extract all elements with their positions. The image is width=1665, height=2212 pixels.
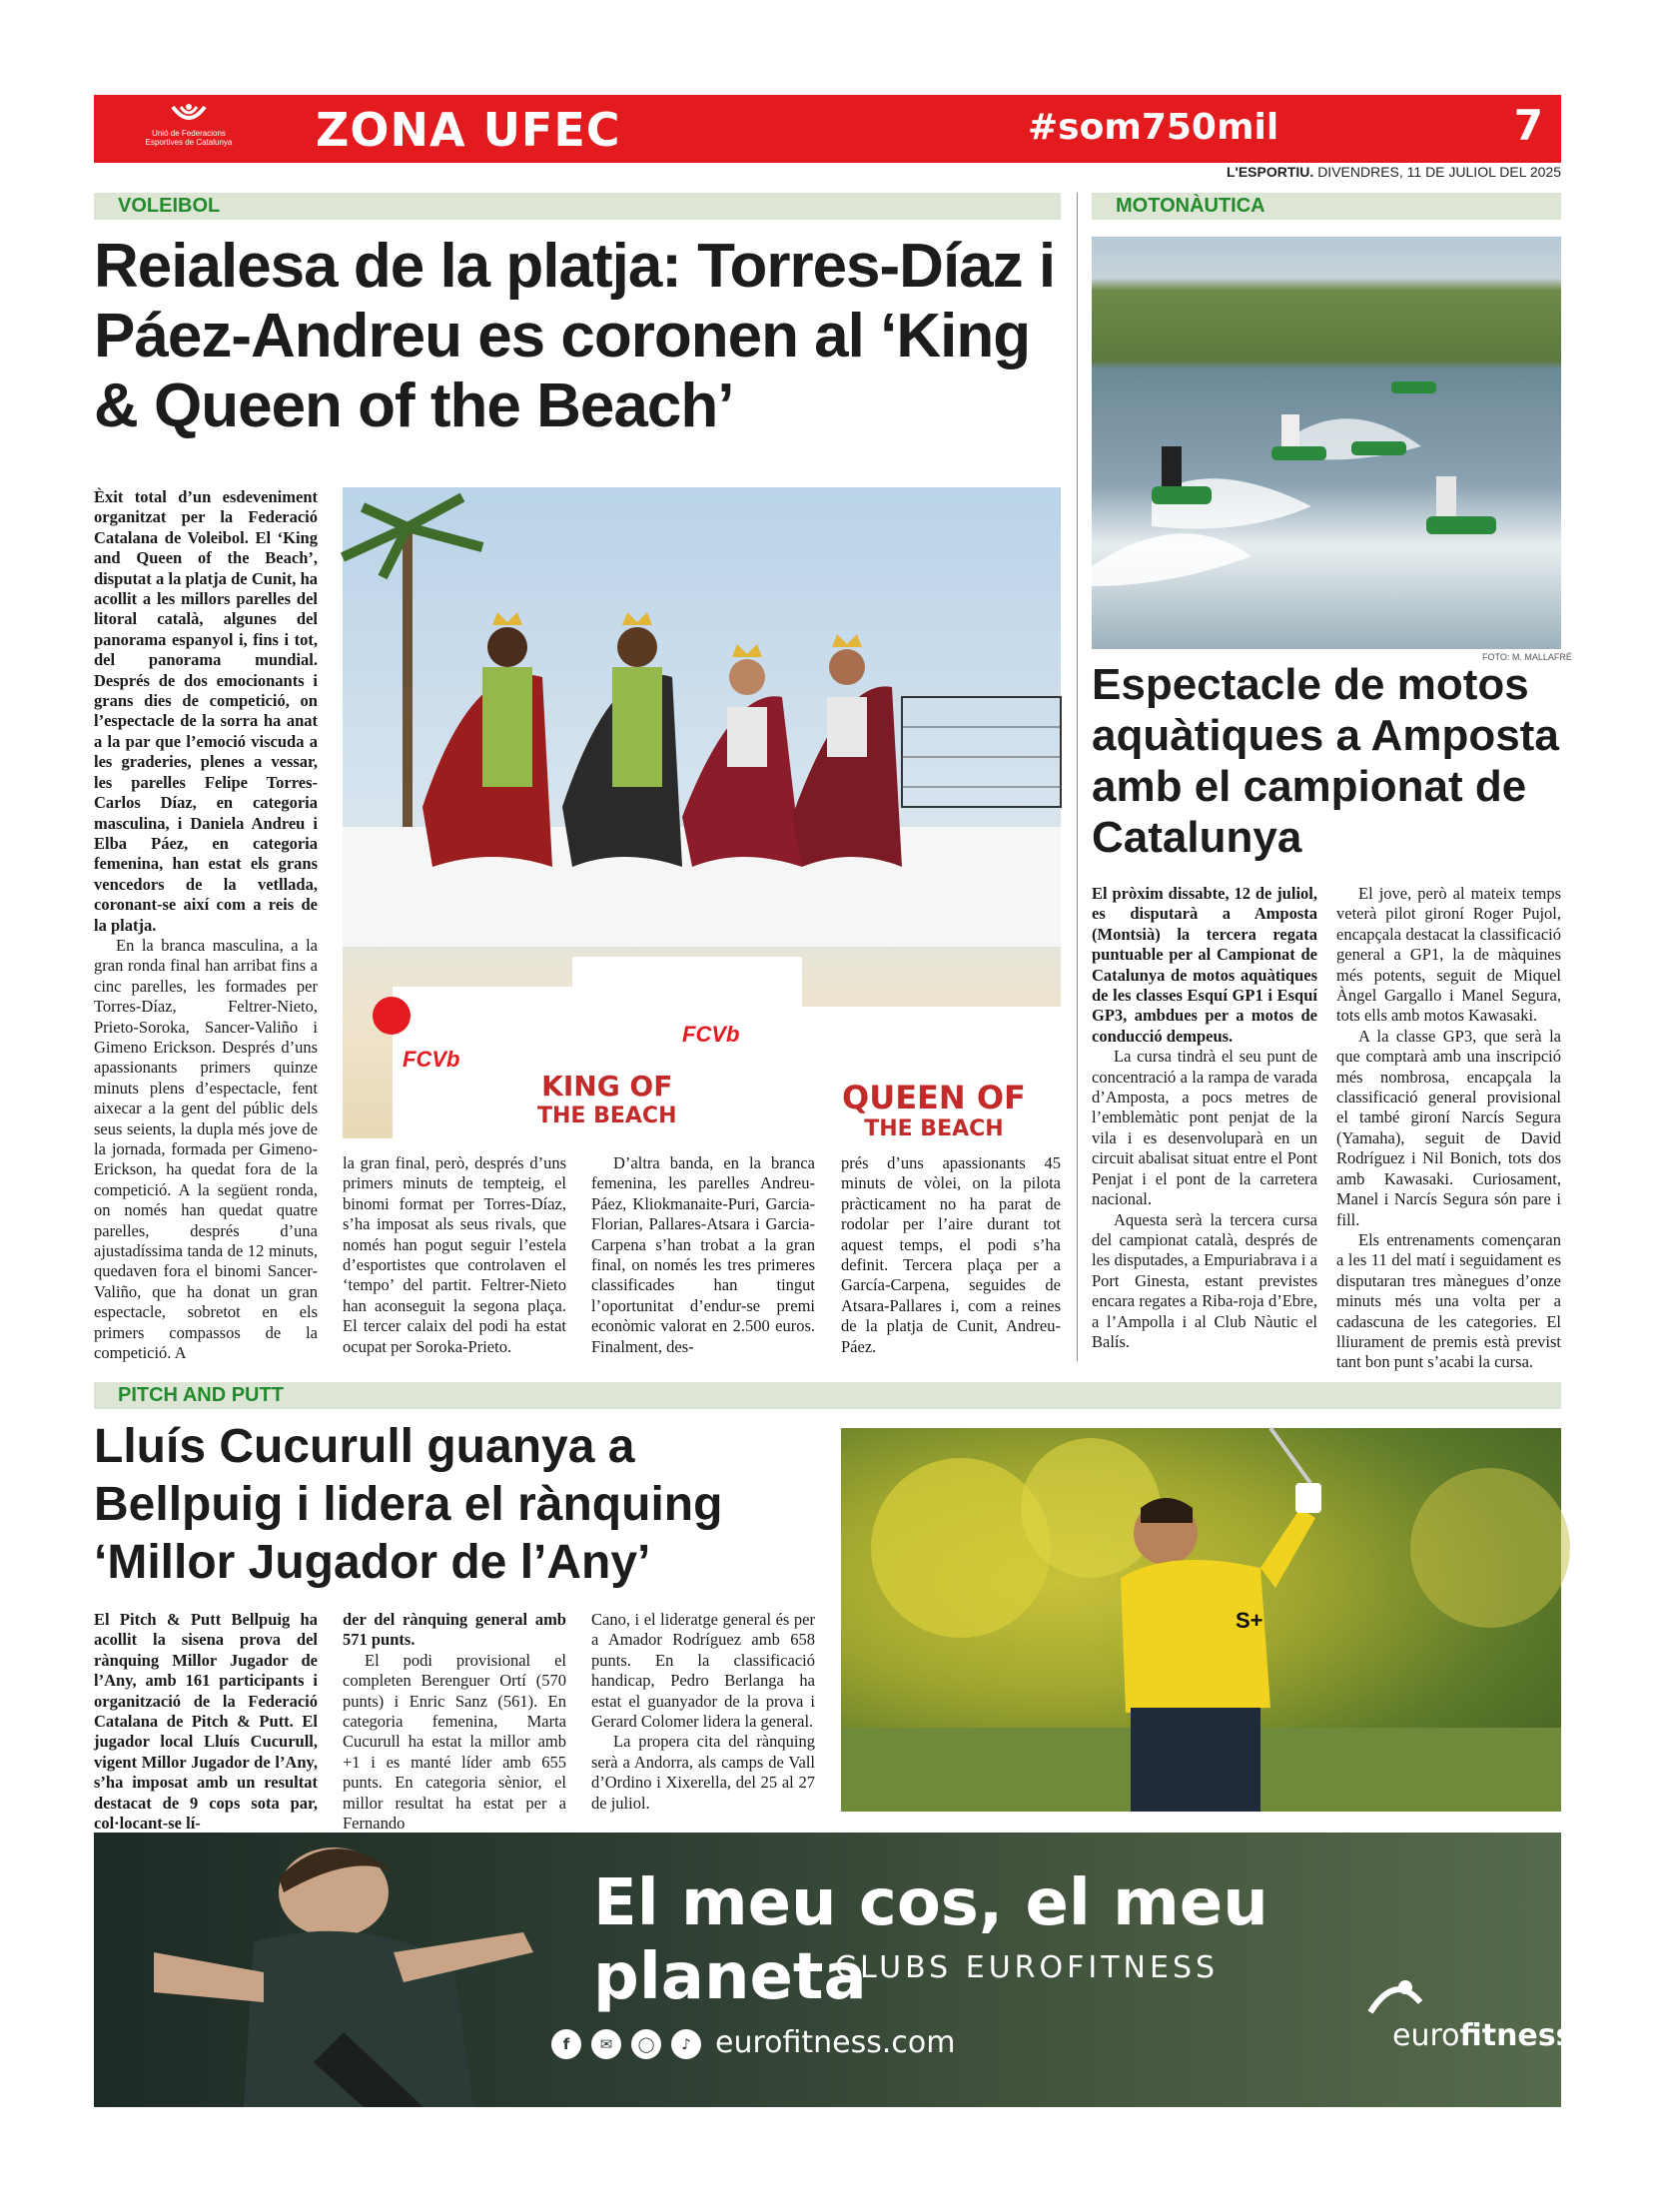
pitch-body-1: El podi provisional el completen Berenguer Ortí (570 punts) i Enric Sanz (561). En categoria femenina, Marta Cucurull ha estat la millor amb +1 i es manté líder amb 655 punts. En categoria sènior, el millor resultat ha estat per a Fernando — [343, 1650, 566, 1834]
photo-logo-left: FCVb — [403, 1047, 460, 1072]
photo-credit: FOTO: M. MALLAFRÉ — [1482, 652, 1572, 662]
voleibol-column-2 — [343, 1153, 566, 1357]
motonautica-lead: El pròxim dissabte, 12 de juliol, es disputarà a Amposta (Montsià) la tercera regata puntuable per al Campionat de Catalunya de motos aquàtiques de les classes Esquí GP1 i Esquí GP3, ambdues per a motos de conducció dempeus. — [1092, 884, 1317, 1046]
ufec-emblem-icon — [169, 103, 209, 129]
motonautica-body-1: La cursa tindrà el seu punt de concentració a la rampa de varada d’Amposta, a pocs metres de l’emblemàtic pont penjat de la vila i es desenvoluparà en un circuit abalisat situat entre el Pont Penjat i el pont de la carretera nacional. — [1092, 1047, 1317, 1209]
motonautica-body-5: Els entrenaments començaran a les 11 del matí i seguidament es disputaran tres mànegues d’onze minuts més una volta per a cadascuna de les categories. El lliurament de premis està previst tant bon punt s’acabi la cursa. — [1336, 1229, 1561, 1372]
ad-brand-logo — [1392, 2018, 1574, 2053]
voleibol-lead: Èxit total d’un esdeveniment organitzat per la Federació Catalana de Voleibol. El ‘King and Queen of the Beach’, disputat a la platja de Cunit, ha acollit a les millors parelles del litoral català, algunes del panorama espanyol i, fins i tot, del panorama mundial. Després de dos emocionants i grans dies de competició, on l’espectacle de la sorra ha anat a la par que l’emoció viscuda a les graderies, plenes a vessar, les parelles Felipe Torres-Carlos Díaz, en categoria masculina, i Daniela Andreu i Elba Páez, en categoria femenina, han estat els grans vencedors de la vetllada, coronant-se així com a reis de la platja. — [94, 487, 318, 935]
section-label-motonautica: MOTONÀUTICA — [1092, 193, 1561, 220]
voleibol-body-3: D’altra banda, en la branca femenina, les parelles Andreu-Páez, Kliokmanaite-Puri, Garcia-Florian, Pallares-Atsara i Garcia-Carpena s’han trobat a la gran final, on només les tres primeres classificades han tingut l’oportunitat d’endur-se premi econòmic valorat en 2.500 euros. Finalment, des- — [591, 1153, 815, 1356]
pitch-column-2 — [343, 1610, 566, 1834]
voleibol-body-4: prés d’uns apassionants 45 minuts de vòlei, on la pilota pràcticament no ha parat de rodolar per l’aire durant tot aquest temps, el podi s’ha definit. Tercera plaça per a García-Carpena, seguides de Atsara-Pallares i, com a reines de la platja de Cunit, Andreu-Páez. — [841, 1153, 1061, 1356]
pitch-body-3: La propera cita del rànquing serà a Andorra, als camps de Vall d’Ordino i Xixerella, del 25 al 27 de juliol. — [591, 1732, 815, 1813]
banner-queen-line-2: THE BEACH — [864, 1116, 1004, 1141]
fcvb-badge-left — [373, 997, 411, 1035]
banner-queen — [842, 1079, 1026, 1145]
voleibol-headline: Reialesa de la platja: Torres-Díaz i Páez-Andreu es coronen al ‘King & Queen of the Beach’ — [94, 232, 1056, 440]
jetski-race-illustration — [1092, 237, 1561, 649]
tiktok-icon[interactable]: ♪ — [671, 2029, 701, 2059]
publication-name: L'ESPORTIU. — [1226, 164, 1314, 180]
motonautica-column-1 — [1092, 884, 1317, 1352]
brand-prefix: euro — [1392, 2018, 1460, 2053]
golfer-illustration — [841, 1428, 1561, 1812]
column-divider — [1077, 193, 1078, 1361]
voleibol-photo — [343, 487, 1061, 1141]
motonautica-photo — [1092, 237, 1561, 649]
pitch-photo — [841, 1428, 1561, 1812]
banner-king-line-2: THE BEACH — [537, 1104, 677, 1128]
section-title: ZONA UFEC — [316, 103, 621, 157]
section-label-pitch: PITCH AND PUTT — [94, 1382, 1561, 1409]
logo-line-2: Esportives de Catalunya — [145, 138, 233, 147]
page-number: 7 — [1513, 101, 1543, 150]
section-label-voleibol: VOLEIBOL — [94, 193, 1061, 220]
brand-suffix: fitness — [1459, 2018, 1574, 2053]
svg-text:S+: S+ — [1236, 1608, 1263, 1633]
motonautica-body-2: Aquesta serà la tercera cursa del campionat català, després de les disputades, a Empuriabrava i a Port Ginesta, estant previstes encara regates a Riba-roja d’Ebre, a l’Ampolla i al Club Nàutic el Balís. — [1092, 1209, 1317, 1351]
instagram-icon[interactable]: ◯ — [631, 2029, 661, 2059]
dateline — [1227, 164, 1561, 180]
voleibol-body-1: En la branca masculina, a la gran ronda final han arribat fins a cinc parelles, les formades per Torres-Díaz, Feltrer-Nieto, Prieto-Soroka, Sancer-Valiño i Gimeno Erickson. Després d’uns apassionants primers quinze minuts plens d’espectacle, fent aixecar a la gent del públic dels seus seients, la dupla més jove de la jornada, formada per Gimeno-Erickson, ha quedat fora de la competició. A la següent ronda, on només han quedat quatre parelles, després d’una ajustadíssima tanda de 12 minuts, quedaven fora el binomi Sancer-Valiño, que ha donat un gran espectacle, sobretot en els primers compassos de la competició. A — [94, 935, 318, 1363]
motonautica-column-2 — [1336, 884, 1561, 1373]
banner-king — [537, 1072, 677, 1131]
banner-king-line-1: KING OF — [541, 1070, 673, 1103]
logo-line-1: Unió de Federacions — [152, 129, 226, 138]
message-icon[interactable]: ✉ — [591, 2029, 621, 2059]
voleibol-body-2: la gran final, però, després d’uns primers minuts de tempteig, el binomi format per Torres-Díaz, s’ha imposat als seus rivals, que només han pogut seguir l’estela d’esportistes que controlaven el ‘tempo’ del partit. Feltrer-Nieto han aconseguit la segona plaça. El tercer calaix del podi ha estat ocupat per Soroka-Prieto. — [343, 1153, 566, 1356]
hashtag: #som750mil — [1028, 107, 1279, 148]
publication-date: DIVENDRES, 11 DE JULIOL DEL 2025 — [1317, 164, 1561, 180]
motonautica-body-4: A la classe GP3, que serà la que comptarà amb una inscripció més nombrosa, encapçala la classificació general provisional el també gironí Narcís Segura (Yamaha), seguit de David Rodríguez i Nil Bonich, tots dos amb Kawasaki. Curiosament, Manel i Narcís Segura són pare i fill. — [1336, 1026, 1561, 1229]
voleibol-column-1 — [94, 487, 318, 1363]
ufec-logo — [124, 103, 254, 155]
banner-queen-line-1: QUEEN OF — [842, 1079, 1026, 1116]
eurofitness-ad[interactable] — [94, 1833, 1574, 2107]
pitch-body-2: Cano, i el lideratge general és per a Amador Rodríguez amb 658 punts. En la classificació handicap, Pedro Berlanga ha estat el guanyador de la prova i Gerard Colomer lidera la general. — [591, 1610, 815, 1732]
voleibol-column-3 — [591, 1153, 815, 1357]
ad-url-link[interactable]: eurofitness.com — [715, 2025, 956, 2060]
ad-headline: El meu cos, el meu planeta — [593, 1866, 1268, 2014]
facebook-icon[interactable]: f — [551, 2029, 581, 2059]
pitch-lead: El Pitch & Putt Bellpuig ha acollit la sisena prova del rànquing Millor Jugador de l’Any, amb 161 participants i organització de la Federació Catalana de Pitch & Putt. El jugador local Lluís Cucurull, vigent Millor Jugador de l’Any, s’ha imposat amb un resultat destacat de 9 cops sota par, col·locant-se lí- — [94, 1610, 318, 1834]
motonautica-headline: Espectacle de motos aquàtiques a Amposta amb el campionat de Catalunya — [1092, 660, 1559, 862]
pitch-lead-2: der del rànquing general amb 571 punts. — [343, 1610, 566, 1650]
motonautica-body-3: El jove, però al mateix temps veterà pilot gironí Roger Pujol, encapçala destacat la classificació general a GP1, la de màquines més potents, seguit de Miquel Àngel Gargallo i Manel Segura, tots ells amb motos Kawasaki. — [1336, 884, 1561, 1026]
pitch-headline: Lluís Cucurull guanya a Bellpuig i lidera el rànquing ‘Millor Jugador de l’Any’ — [94, 1420, 723, 1589]
pitch-column-3 — [591, 1610, 815, 1814]
photo-logo-right: FCVb — [682, 1022, 740, 1047]
runner-illustration — [94, 1833, 563, 2107]
pitch-column-1 — [94, 1610, 318, 1834]
header-band — [94, 95, 1561, 163]
voleibol-column-4 — [841, 1153, 1061, 1357]
ad-subtitle: CLUBS EUROFITNESS — [835, 1950, 1220, 1985]
